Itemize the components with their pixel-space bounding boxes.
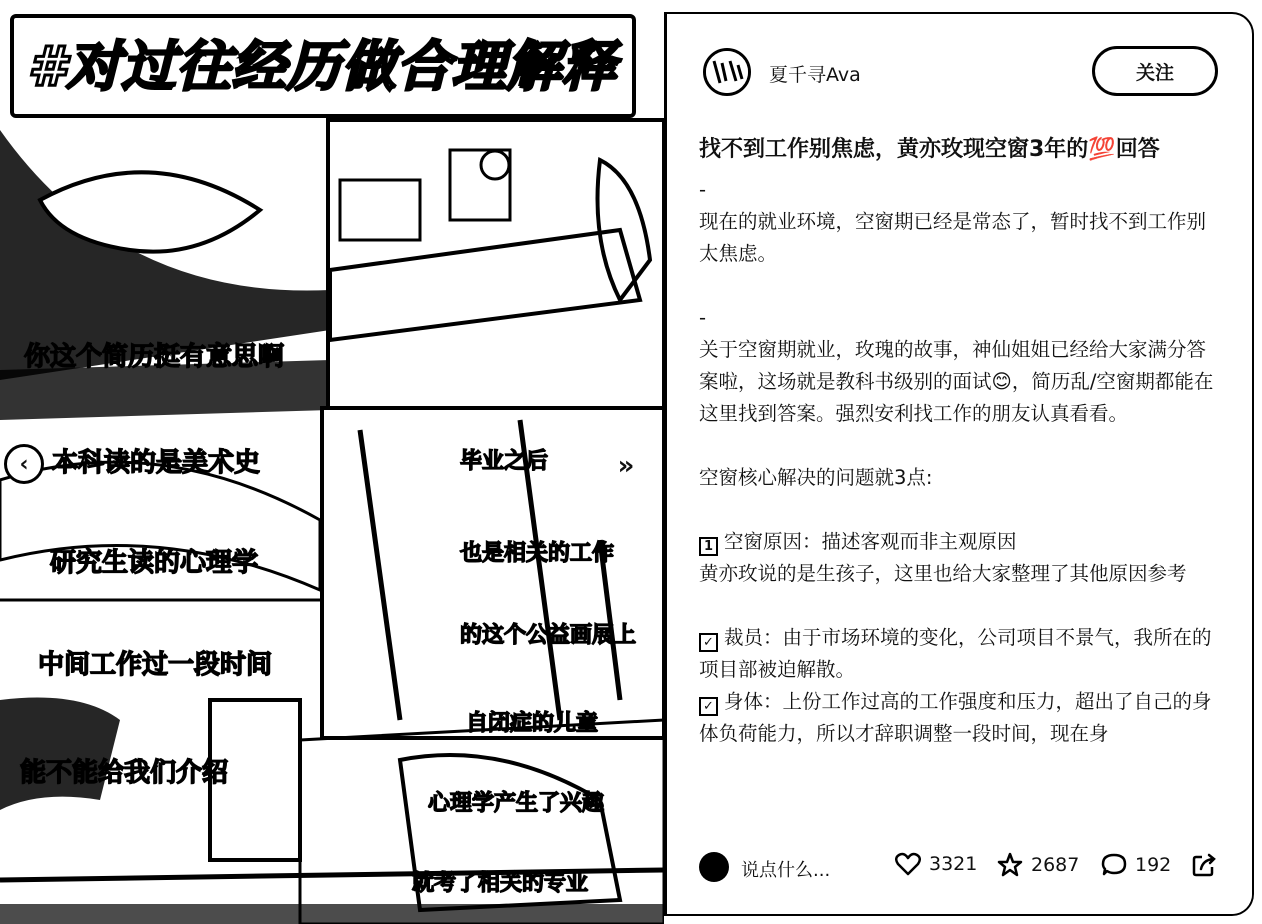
list-item-text: 身体：上份工作过高的工作强度和压力，超出了自己的身体负荷能力，所以才辞职调整一段时间，现在身 <box>699 690 1212 745</box>
interaction-bar <box>667 814 1252 914</box>
user-avatar <box>699 852 729 882</box>
subtitle: 心理学产生了兴趣 <box>428 791 605 816</box>
comment-count: 192 <box>1135 854 1172 876</box>
subtitle: 毕业之后 <box>460 449 549 474</box>
number-one-icon: 1 <box>699 537 718 556</box>
heart-icon <box>895 852 921 876</box>
divider-dash: - <box>699 306 707 329</box>
comment-bubble-icon <box>1101 852 1127 878</box>
check-box-icon: ✓ <box>699 633 718 652</box>
paragraph: 黄亦玫说的是生孩子，这里也给大家整理了其他原因参考 <box>699 562 1187 585</box>
comment-input[interactable]: 说点什么... <box>741 860 831 881</box>
post-title: 找不到工作别焦虑，黄亦玫现空窗3年的💯回答 <box>699 137 1160 162</box>
subtitle: 能不能给我们介绍 <box>20 758 229 788</box>
subtitle: 本科读的是美术史 <box>52 448 261 478</box>
subtitle: 就考了相关的专业 <box>412 871 589 896</box>
divider-dash: - <box>699 178 707 201</box>
subtitle: 的这个公益画展上 <box>460 623 637 648</box>
banner-title: #对过往经历做合理解释 <box>28 35 617 98</box>
like-button[interactable] <box>895 852 977 876</box>
list-item-title: 空窗原因：描述客观而非主观原因 <box>724 530 1017 553</box>
paragraph: 关于空窗期就业，玫瑰的故事，神仙姐姐已经给大家满分答案啦，这场就是教科书级别的面试😊，简历乱/空窗期都能在这里找到答案。强烈安利找工作的朋友认真看看。 <box>699 338 1214 425</box>
share-button[interactable] <box>1191 852 1217 878</box>
collect-button[interactable] <box>997 852 1079 878</box>
subtitle: 自闭症的儿童 <box>466 711 599 736</box>
subtitle: 也是相关的工作 <box>460 541 615 566</box>
author-name[interactable]: 夏千寻Ava <box>769 64 861 86</box>
paragraph: 空窗核心解决的问题就3点: <box>699 466 933 489</box>
list-item-text: 裁员：由于市场环境的变化，公司项目不景气，我所在的项目部被迫解散。 <box>699 626 1212 681</box>
next-image-button[interactable]: » <box>617 451 635 481</box>
list-item <box>699 622 1219 686</box>
comment-button[interactable] <box>1101 852 1171 878</box>
subtitle: 你这个简历挺有意思啊 <box>24 342 285 372</box>
list-item <box>699 686 1219 750</box>
like-count: 3321 <box>929 853 978 875</box>
list-item <box>699 526 1219 558</box>
subtitle: 中间工作过一段时间 <box>38 650 273 680</box>
post-detail-panel <box>664 12 1254 916</box>
collect-count: 2687 <box>1031 854 1080 876</box>
star-icon <box>997 852 1023 878</box>
share-icon <box>1191 852 1217 878</box>
paragraph: 现在的就业环境，空窗期已经是常态了，暂时找不到工作别太焦虑。 <box>699 210 1207 265</box>
check-box-icon: ✓ <box>699 697 718 716</box>
author-avatar[interactable] <box>703 48 751 96</box>
follow-button[interactable]: 关注 <box>1092 46 1218 96</box>
subtitle: 研究生读的心理学 <box>50 548 259 578</box>
post-body <box>699 174 1219 824</box>
author-row <box>703 46 1218 102</box>
previous-image-button[interactable]: ‹ <box>4 444 44 484</box>
